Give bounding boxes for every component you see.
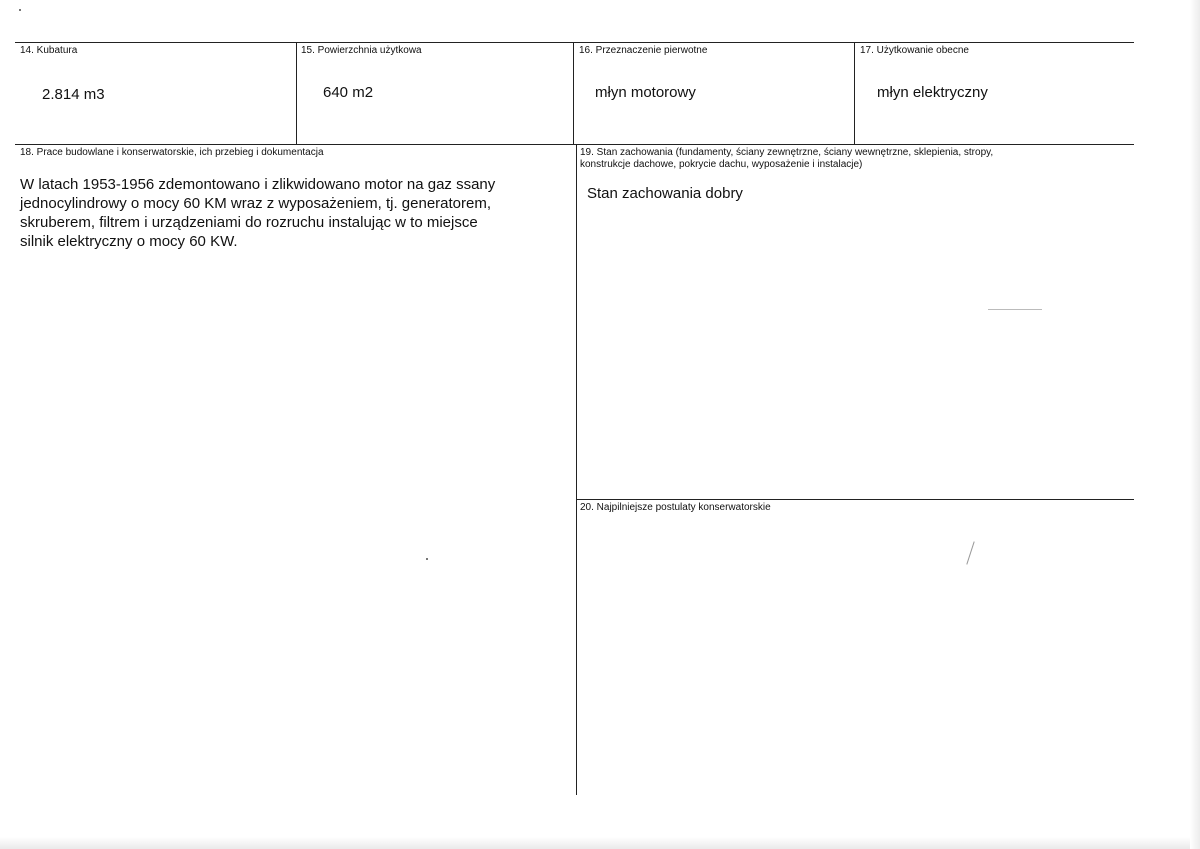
field-19-label-line1: 19. Stan zachowania (fundamenty, ściany zewnętrzne, ściany wewnętrzne, sklepienia, stropy,: [580, 147, 994, 158]
field-15-label: 15. Powierzchnia użytkowa: [301, 45, 422, 56]
field-16-value: młyn motorowy: [595, 84, 696, 101]
scan-speck: [19, 9, 21, 11]
scan-edge-right: [1190, 0, 1200, 849]
col-divider-14-15: [296, 42, 297, 144]
field-17-label: 17. Użytkowanie obecne: [860, 45, 969, 56]
field-19-value: Stan zachowania dobry: [587, 185, 743, 202]
field-15-value: 640 m2: [323, 84, 374, 101]
section-19-20-divider: [576, 499, 1134, 500]
field-14-label: 14. Kubatura: [20, 45, 78, 56]
scan-speck: [426, 558, 428, 560]
field-18-line: W latach 1953-1956 zdemontowano i zlikwidowano motor na gaz ssany: [20, 176, 496, 193]
col-divider-18-19: [576, 144, 577, 795]
field-18-line: silnik elektryczny o mocy 60 KW.: [20, 233, 238, 250]
field-18-line: skruberem, filtrem i urządzeniami do rozruchu instalując w to miejsce: [20, 214, 478, 231]
field-18-text: [20, 175, 540, 251]
scan-stroke: [966, 541, 974, 564]
scan-edge-bottom: [0, 837, 1200, 849]
field-16-label: 16. Przeznaczenie pierwotne: [579, 45, 708, 56]
field-14-value: 2.814 m3: [42, 86, 105, 103]
field-18-label: 18. Prace budowlane i konserwatorskie, ich przebieg i dokumentacja: [20, 147, 324, 158]
col-divider-15-16: [573, 42, 574, 144]
scan-speck: [988, 309, 1042, 310]
field-20-label: 20. Najpilniejsze postulaty konserwatorskie: [580, 502, 771, 513]
row-divider: [15, 144, 1134, 145]
field-19-label-line2: konstrukcje dachowe, pokrycie dachu, wyposażenie i instalacje): [580, 159, 863, 170]
top-rule: [15, 42, 1134, 43]
field-18-line: jednocylindrowy o mocy 60 KM wraz z wyposażeniem, tj. generatorem,: [20, 195, 492, 212]
field-17-value: młyn elektryczny: [877, 84, 988, 101]
col-divider-16-17: [854, 42, 855, 144]
